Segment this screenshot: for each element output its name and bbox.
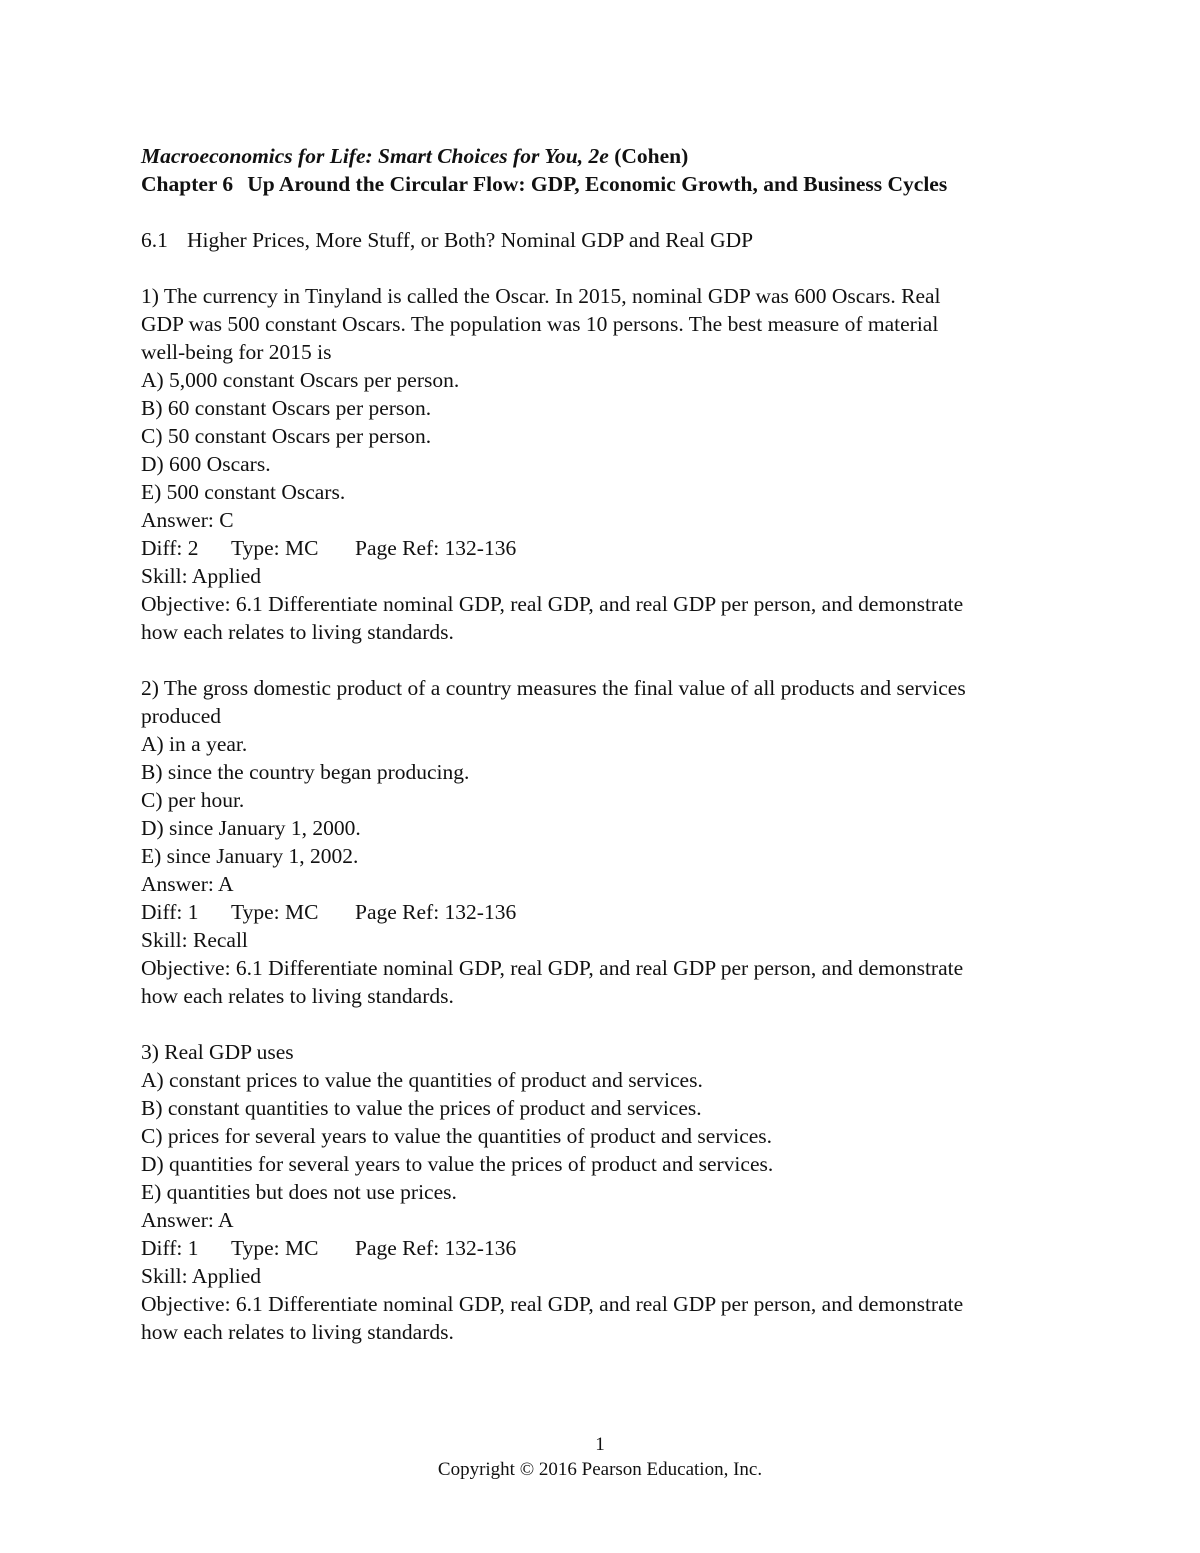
objective-line: Objective: 6.1 Differentiate nominal GDP, real GDP, and real GDP per person, and demonstrate bbox=[141, 1292, 964, 1316]
question-stem-line: 3) Real GDP uses bbox=[141, 1040, 294, 1064]
answer-option-a: A) 5,000 constant Oscars per person. bbox=[141, 368, 460, 392]
question-meta bbox=[141, 534, 1081, 562]
answer-option-b: B) 60 constant Oscars per person. bbox=[141, 396, 432, 420]
page-ref: Page Ref: 132-136 bbox=[355, 900, 517, 924]
answer-key: Answer: A bbox=[141, 872, 234, 896]
skill: Skill: Recall bbox=[141, 928, 248, 952]
question-3 bbox=[141, 1038, 1081, 1346]
answer-option-a: A) constant prices to value the quantities of product and services. bbox=[141, 1068, 703, 1092]
answer-option-d: D) 600 Oscars. bbox=[141, 452, 271, 476]
book-title-italic: Macroeconomics for Life: Smart Choices for You, 2e bbox=[141, 144, 609, 168]
question-type: Type: MC bbox=[231, 536, 319, 560]
answer-key: Answer: A bbox=[141, 1208, 234, 1232]
copyright-notice: Copyright © 2016 Pearson Education, Inc. bbox=[437, 1459, 763, 1480]
section-heading bbox=[141, 226, 1081, 254]
question-stem-line: 1) The currency in Tinyland is called the Oscar. In 2015, nominal GDP was 600 Oscars. Real bbox=[141, 284, 941, 308]
answer-option-e: E) quantities but does not use prices. bbox=[141, 1180, 457, 1204]
question-type: Type: MC bbox=[231, 1236, 319, 1260]
skill: Skill: Applied bbox=[141, 1264, 262, 1288]
page-ref: Page Ref: 132-136 bbox=[355, 536, 517, 560]
skill: Skill: Applied bbox=[141, 564, 262, 588]
answer-option-e: E) since January 1, 2002. bbox=[141, 844, 359, 868]
question-stem-line: produced bbox=[141, 704, 221, 728]
answer-option-d: D) since January 1, 2000. bbox=[141, 816, 361, 840]
answer-option-c: C) prices for several years to value the quantities of product and services. bbox=[141, 1124, 773, 1148]
answer-option-b: B) since the country began producing. bbox=[141, 760, 470, 784]
difficulty: Diff: 1 bbox=[141, 1236, 199, 1260]
objective-line: how each relates to living standards. bbox=[141, 620, 454, 644]
question-2 bbox=[141, 674, 1081, 1010]
section-number: 6.1 bbox=[141, 228, 168, 252]
chapter-title bbox=[141, 170, 1081, 198]
difficulty: Diff: 1 bbox=[141, 900, 199, 924]
question-stem-line: well-being for 2015 is bbox=[141, 340, 332, 364]
chapter-number: Chapter 6 bbox=[141, 172, 234, 196]
objective-line: Objective: 6.1 Differentiate nominal GDP, real GDP, and real GDP per person, and demonstrate bbox=[141, 592, 964, 616]
answer-option-d: D) quantities for several years to value the prices of product and services. bbox=[141, 1152, 774, 1176]
answer-option-e: E) 500 constant Oscars. bbox=[141, 480, 346, 504]
answer-key: Answer: C bbox=[141, 508, 234, 532]
question-1 bbox=[141, 282, 1081, 646]
answer-option-a: A) in a year. bbox=[141, 732, 248, 756]
answer-option-b: B) constant quantities to value the prices of product and services. bbox=[141, 1096, 702, 1120]
document-page bbox=[141, 142, 1081, 1346]
question-stem-line: GDP was 500 constant Oscars. The population was 10 persons. The best measure of material bbox=[141, 312, 939, 336]
book-title bbox=[141, 142, 1081, 170]
question-stem-line: 2) The gross domestic product of a country measures the final value of all products and services bbox=[141, 676, 966, 700]
question-meta bbox=[141, 898, 1081, 926]
page-number: 1 bbox=[595, 1434, 605, 1455]
answer-option-c: C) per hour. bbox=[141, 788, 245, 812]
question-type: Type: MC bbox=[231, 900, 319, 924]
section-title: Higher Prices, More Stuff, or Both? Nominal GDP and Real GDP bbox=[187, 228, 754, 252]
question-meta bbox=[141, 1234, 1081, 1262]
objective-line: how each relates to living standards. bbox=[141, 1320, 454, 1344]
objective-line: how each relates to living standards. bbox=[141, 984, 454, 1008]
difficulty: Diff: 2 bbox=[141, 536, 199, 560]
page-ref: Page Ref: 132-136 bbox=[355, 1236, 517, 1260]
objective-line: Objective: 6.1 Differentiate nominal GDP, real GDP, and real GDP per person, and demonstrate bbox=[141, 956, 964, 980]
answer-option-c: C) 50 constant Oscars per person. bbox=[141, 424, 432, 448]
book-author: (Cohen) bbox=[608, 144, 689, 168]
chapter-name: Up Around the Circular Flow: GDP, Economic Growth, and Business Cycles bbox=[247, 172, 948, 196]
